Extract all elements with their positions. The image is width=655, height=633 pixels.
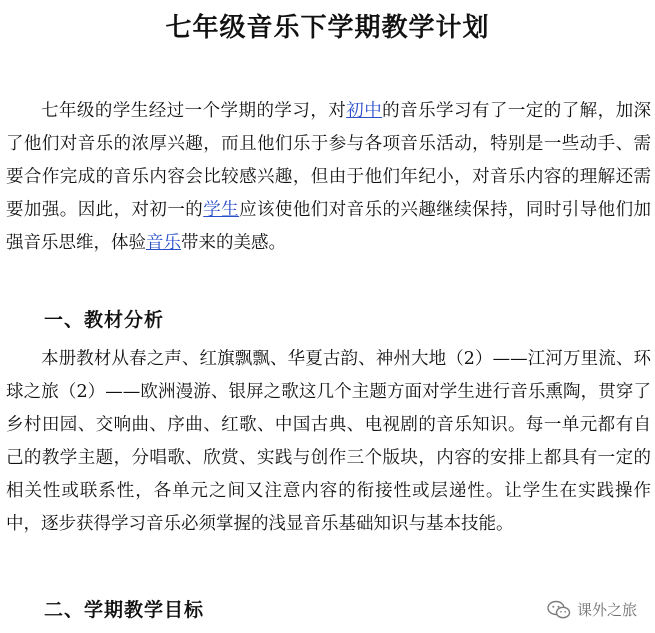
link-junior-high[interactable]: 初中 (346, 101, 383, 121)
document-title: 七年级音乐下学期教学计划 (165, 13, 490, 43)
intro-text-4: 带来的美感。 (181, 233, 286, 253)
intro-text-3: 应该使他们对音乐的兴趣继续保持，同时引导他们加强音乐思维，体验 (6, 200, 652, 253)
link-students[interactable]: 学生 (203, 200, 240, 220)
intro-text-1: 七年级的学生经过一个学期的学习，对 (41, 101, 347, 121)
section-heading-semester-goals: 二、学期教学目标 (44, 599, 205, 621)
intro-paragraph (6, 95, 651, 260)
textbook-analysis-paragraph: 本册教材从春之声、红旗飘飘、华夏古韵、神州大地（2）——江河万里流、环球之旅（2）——欧洲漫游、银屏之歌这几个主题方面对学生进行音乐熏陶，贯穿了乡村田园、交响曲、序曲、红歌、中国古典、电视剧的音乐知识。每一单元都有自己的教学主题，分唱歌、欣赏、实践与创作三个版块，内容的安排上都具有一定的相关性或联系性，各单元之间又注意内容的衔接性或层递性。让学生在实践操作中，逐步获得学习音乐必须掌握的浅显音乐基础知识与基本技能。 (6, 349, 651, 534)
wechat-icon (547, 600, 571, 620)
intro-text-2: 的音乐学习有了一定的了解，加深了他们对音乐的浓厚兴趣，而且他们乐于参与各项音乐活动，特别是一些动手、需要合作完成的音乐内容会比较感兴趣，但由于他们年纪小，对音乐内容的理解还需要加强。因此，对初一的 (6, 101, 652, 220)
section-heading-textbook-analysis: 一、教材分析 (44, 309, 165, 331)
link-music[interactable]: 音乐 (146, 233, 181, 253)
watermark-text: 课外之旅 (576, 601, 637, 619)
watermark (547, 599, 637, 620)
